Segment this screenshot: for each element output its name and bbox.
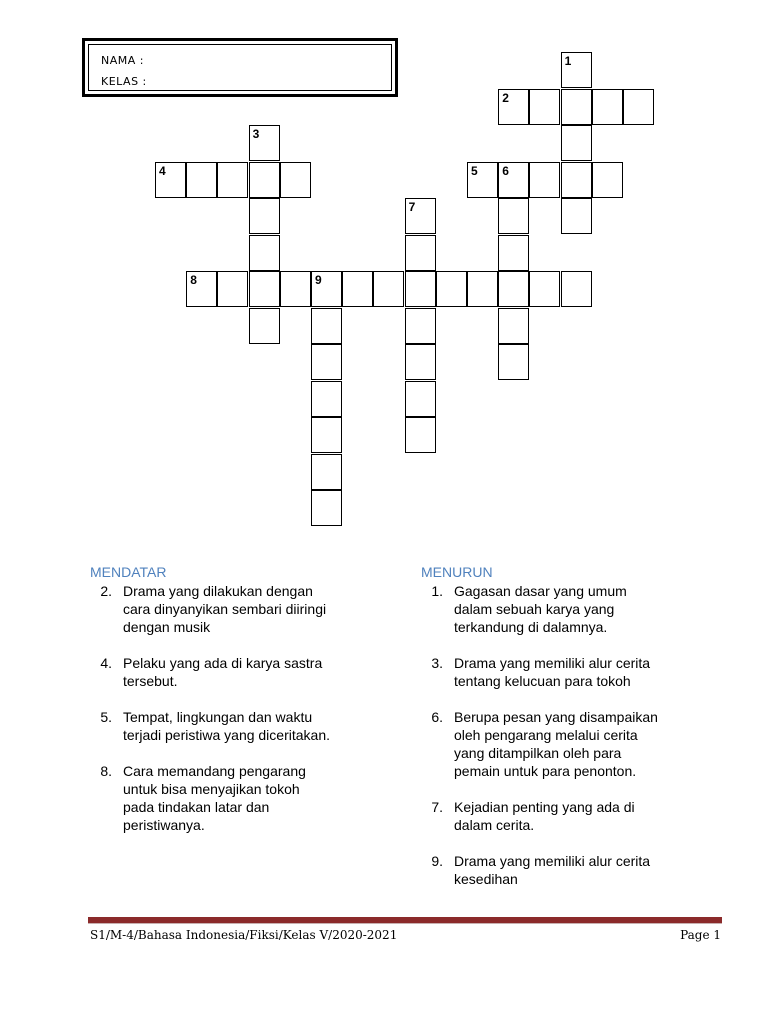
crossword-cell[interactable] bbox=[561, 162, 592, 198]
clue-number-label: 1 bbox=[564, 54, 572, 68]
crossword-cell[interactable] bbox=[249, 235, 280, 271]
across-clue bbox=[90, 762, 410, 838]
crossword-cell[interactable] bbox=[249, 308, 280, 344]
crossword-cell[interactable] bbox=[405, 198, 436, 234]
clue-number: 3. bbox=[431, 655, 443, 671]
crossword-cell[interactable] bbox=[311, 381, 342, 417]
crossword-cell[interactable] bbox=[186, 271, 217, 307]
crossword-cell[interactable] bbox=[467, 271, 498, 307]
down-clue bbox=[421, 798, 721, 838]
clue-number: 5. bbox=[100, 709, 112, 725]
crossword-cell[interactable] bbox=[498, 344, 529, 380]
crossword-cell[interactable] bbox=[311, 454, 342, 490]
crossword-cell[interactable] bbox=[467, 162, 498, 198]
crossword-cell[interactable] bbox=[592, 162, 623, 198]
across-clue bbox=[90, 708, 410, 748]
crossword-cell[interactable] bbox=[529, 162, 560, 198]
clue-text: Drama yang memiliki alur cerita kesedihan bbox=[454, 853, 651, 887]
crossword-cell[interactable] bbox=[311, 344, 342, 380]
crossword-cell[interactable] bbox=[561, 125, 592, 161]
crossword-cell[interactable] bbox=[498, 271, 529, 307]
clue-number: 1. bbox=[431, 583, 443, 599]
clue-text: Drama yang memiliki alur cerita tentang kelucuan para tokoh bbox=[454, 655, 651, 689]
kelas-label: KELAS : bbox=[101, 75, 147, 88]
crossword-cell[interactable] bbox=[311, 308, 342, 344]
clue-text: Drama yang dilakukan dengan cara dinyanyikan sembari diiringi dengan musik bbox=[123, 583, 327, 635]
crossword-cell[interactable] bbox=[405, 308, 436, 344]
clue-number-label: 6 bbox=[502, 163, 509, 178]
crossword-cell[interactable] bbox=[217, 162, 248, 198]
across-clue bbox=[90, 654, 410, 694]
crossword-cell[interactable] bbox=[561, 271, 592, 307]
footer-rule bbox=[88, 917, 722, 924]
down-clue bbox=[421, 708, 721, 784]
across-heading: MENDATAR bbox=[90, 564, 167, 580]
clue-text: Tempat, lingkungan dan waktu terjadi peristiwa yang diceritakan. bbox=[123, 709, 330, 743]
crossword-cell[interactable] bbox=[249, 125, 280, 161]
crossword-cell[interactable] bbox=[436, 271, 467, 307]
crossword-cell[interactable] bbox=[498, 198, 529, 234]
crossword-cell[interactable] bbox=[373, 271, 404, 307]
clue-number: 2. bbox=[100, 583, 112, 599]
across-clue bbox=[90, 582, 410, 642]
crossword-cell[interactable] bbox=[311, 271, 342, 307]
clue-text: Kejadian penting yang ada di dalam cerita. bbox=[454, 799, 635, 833]
crossword-cell[interactable] bbox=[155, 162, 186, 198]
crossword-cell[interactable] bbox=[405, 344, 436, 380]
crossword-cell[interactable] bbox=[529, 271, 560, 307]
crossword-cell[interactable] bbox=[561, 198, 592, 234]
clue-number: 8. bbox=[100, 763, 112, 779]
crossword-cell[interactable] bbox=[498, 89, 529, 125]
crossword-cell[interactable] bbox=[342, 271, 373, 307]
footer-page-number: Page 1 bbox=[680, 928, 721, 942]
crossword-cell[interactable] bbox=[405, 271, 436, 307]
down-clue bbox=[421, 852, 721, 892]
crossword-cell[interactable] bbox=[311, 417, 342, 453]
crossword-cell[interactable] bbox=[498, 162, 529, 198]
crossword-cell[interactable] bbox=[405, 417, 436, 453]
crossword-cell[interactable] bbox=[561, 52, 592, 88]
clue-number: 7. bbox=[431, 799, 443, 815]
clue-number-label: 3 bbox=[252, 127, 260, 141]
crossword-cell[interactable] bbox=[623, 89, 654, 125]
clue-number-label: 5 bbox=[471, 163, 478, 178]
crossword-cell[interactable] bbox=[249, 162, 280, 198]
clue-text: Berupa pesan yang disampaikan oleh pengarang melalui cerita yang ditampilkan oleh para pemain untuk para penonton. bbox=[454, 709, 658, 779]
down-clue bbox=[421, 654, 721, 694]
crossword-cell[interactable] bbox=[405, 235, 436, 271]
crossword-cell[interactable] bbox=[280, 162, 311, 198]
clue-text: Pelaku yang ada di karya sastra tersebut. bbox=[123, 655, 323, 689]
clue-number-label: 4 bbox=[159, 163, 166, 178]
crossword-cell[interactable] bbox=[529, 89, 560, 125]
clue-number: 4. bbox=[100, 655, 112, 671]
crossword-cell[interactable] bbox=[592, 89, 623, 125]
clue-text: Gagasan dasar yang umum dalam sebuah karya yang terkandung di dalamnya. bbox=[454, 583, 627, 635]
crossword-cell[interactable] bbox=[498, 235, 529, 271]
nama-label: NAMA : bbox=[101, 54, 144, 67]
crossword-cell[interactable] bbox=[249, 198, 280, 234]
crossword-cell[interactable] bbox=[186, 162, 217, 198]
clue-number: 9. bbox=[431, 853, 443, 869]
clue-number-label: 7 bbox=[408, 200, 416, 214]
footer-course-code: S1/M-4/Bahasa Indonesia/Fiksi/Kelas V/2020-2021 bbox=[90, 928, 398, 942]
clue-number-label: 9 bbox=[315, 273, 322, 287]
crossword-cell[interactable] bbox=[217, 271, 248, 307]
clue-number-label: 8 bbox=[190, 273, 197, 287]
down-clue bbox=[421, 582, 721, 642]
clue-number: 6. bbox=[431, 709, 443, 725]
crossword-cell[interactable] bbox=[498, 308, 529, 344]
down-heading: MENURUN bbox=[421, 564, 493, 580]
crossword-cell[interactable] bbox=[249, 271, 280, 307]
crossword-cell[interactable] bbox=[561, 89, 592, 125]
crossword-cell[interactable] bbox=[280, 271, 311, 307]
crossword-cell[interactable] bbox=[311, 490, 342, 526]
crossword-cell[interactable] bbox=[405, 381, 436, 417]
clue-text: Cara memandang pengarang untuk bisa menyajikan tokoh pada tindakan latar dan peristiwanya. bbox=[123, 763, 306, 833]
clue-number-label: 2 bbox=[502, 90, 509, 105]
